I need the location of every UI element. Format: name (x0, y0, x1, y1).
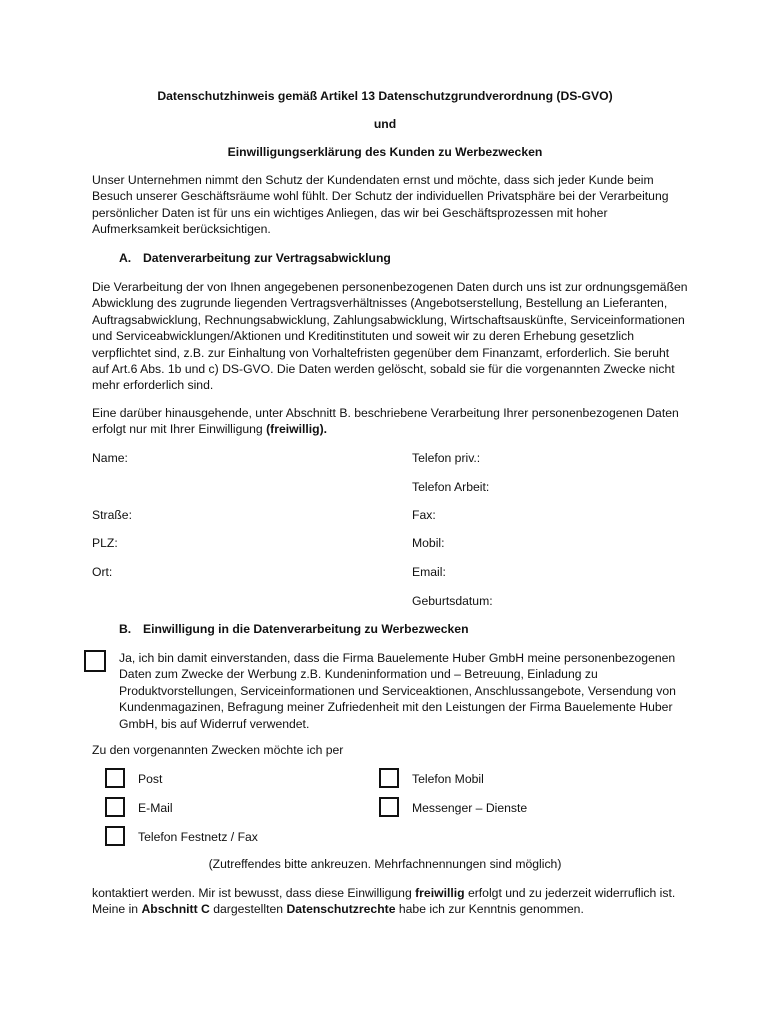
section-a-consent-paragraph (92, 405, 688, 438)
email-label: E-Mail (138, 801, 173, 815)
field-telefon-arbeit-label: Telefon Arbeit: (412, 480, 490, 494)
closing-paragraph (92, 885, 688, 918)
consent-checkbox[interactable] (84, 650, 106, 672)
field-plz-label: PLZ: (92, 536, 118, 550)
field-mobil-label: Mobil: (412, 536, 445, 550)
messenger-label: Messenger – Dienste (412, 801, 528, 815)
field-email-label: Email: (412, 565, 446, 579)
festnetz-label: Telefon Festnetz / Fax (138, 830, 258, 844)
section-a-heading (119, 251, 391, 265)
closing-text-4: habe ich zur Kenntnis genommen. (398, 902, 584, 917)
section-b-consent-text: Ja, ich bin damit einverstanden, dass die Firma Bauelemente Huber GmbH meine personenbezogenen Daten zum Zwecke der Werbung z.B. Kundeninformation und – Betreuung, Einladung zu Produktvorstellungen, Serviceinformationen und Serviceaktionen, Anschlussangebote, Versendung von Kundenmagazinen, Befragung meiner Zufriedenheit mit den Leistungen der Firma Bauelemente Huber GmbH, bis auf Widerruf verwendet. (119, 651, 676, 731)
field-telefon-priv-label: Telefon priv.: (412, 451, 481, 465)
consent-freiwillig: (freiwillig). (266, 422, 328, 437)
post-checkbox[interactable] (105, 768, 125, 788)
closing-text-3: dargestellten (213, 902, 284, 917)
closing-text-1: kontaktiert werden. Mir ist bewusst, dass diese Einwilligung (92, 886, 412, 900)
section-a-letter: A. (119, 251, 132, 265)
closing-bold-abschnitt-c: Abschnitt C (141, 902, 210, 917)
field-fax-label: Fax: (412, 508, 436, 522)
contact-intro: Zu den vorgenannten Zwecken möchte ich per (92, 743, 344, 757)
field-strasse-label: Straße: (92, 508, 132, 522)
section-b-heading (119, 622, 469, 636)
messenger-checkbox[interactable] (379, 797, 399, 817)
title-line-3: Einwilligungserklärung des Kunden zu Werbezwecken (227, 145, 543, 159)
title-line-1: Datenschutzhinweis gemäß Artikel 13 Datenschutzgrundverordnung (DS-GVO) (157, 89, 613, 103)
checkbox-hint: (Zutreffendes bitte ankreuzen. Mehrfachnennungen sind möglich) (208, 857, 562, 871)
intro-paragraph: Unser Unternehmen nimmt den Schutz der Kundendaten ernst und möchte, dass sich jeder Kunde beim Besuch unserer Geschäftsräume wohl fühlt. Der Schutz der individuellen Privatsphäre bei der Verarbeitung persönlicher Daten ist für uns ein wichtiges Anliegen, das wir bei Geschäftsprozessen mit hoher Aufmerksamkeit berücksichtigen. (92, 173, 669, 237)
mobil-label: Telefon Mobil (412, 772, 484, 786)
consent-text: Eine darüber hinausgehende, unter Abschnitt B. beschriebene Verarbeitung Ihrer personenbezogenen Daten erfolgt nur mit Ihrer Einwilligung (92, 406, 679, 437)
closing-bold-freiwillig: freiwillig (415, 886, 465, 900)
section-b-title: Einwilligung in die Datenverarbeitung zu Werbezwecken (143, 622, 469, 636)
field-geburtsdatum-label: Geburtsdatum: (412, 594, 493, 608)
title-line-2: und (373, 117, 397, 131)
festnetz-checkbox[interactable] (105, 826, 125, 846)
section-a-title: Datenverarbeitung zur Vertragsabwicklung (143, 251, 391, 265)
field-ort-label: Ort: (92, 565, 113, 579)
post-label: Post (138, 772, 163, 786)
email-checkbox[interactable] (105, 797, 125, 817)
mobil-checkbox[interactable] (379, 768, 399, 788)
field-name-label: Name: (92, 451, 128, 465)
section-b-letter: B. (119, 622, 132, 636)
closing-text-2: erfolgt und zu jederzeit widerruflich ist. Meine in (92, 886, 676, 917)
section-a-paragraph: Die Verarbeitung der von Ihnen angegebenen personenbezogenen Daten durch uns ist zur ordnungsgemäßen Abwicklung des zugrunde liegenden Vertragsverhältnisses (Angebotserstellung, Bestellung an Lieferanten, Auftragsabwicklung, Rechnungsabwicklung, Zahlungsabwicklung, Wirtschaftsauskünfte, Serviceinformationen und Serviceabwicklungen/Aktionen und Kreditinstituten und soweit wir zu deren Erhebung gesetzlich verpflichtet sind, z.B. zur Einhaltung von Vorhaltefristen gegenüber dem Finanzamt, erforderlich. Sie beruht auf Art.6 Abs. 1b und c) DS-GVO. Die Daten werden gelöscht, sobald sie für die vorgenannten Zwecke nicht mehr erforderlich sind. (92, 280, 688, 393)
closing-bold-datenschutzrechte: Datenschutzrechte (286, 902, 396, 917)
